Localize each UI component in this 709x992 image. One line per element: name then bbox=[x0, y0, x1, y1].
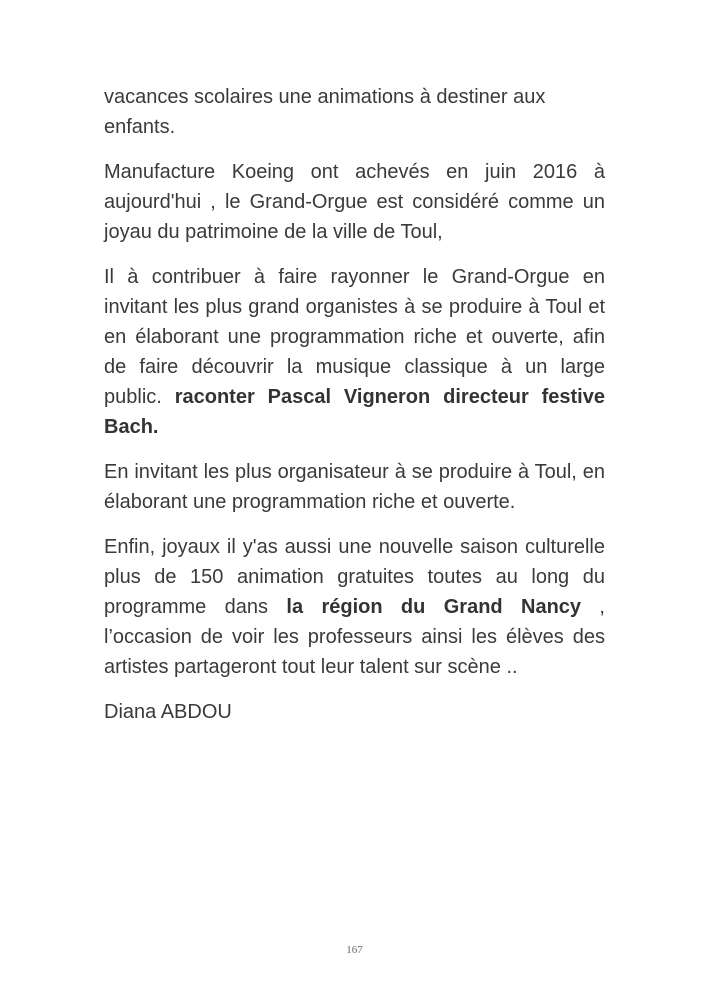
paragraph-grand-orgue-bold: raconter Pascal Vigneron directeur festive Bach. bbox=[104, 386, 605, 438]
paragraph-saison-before: Enfin, joyaux il y'as aussi une nouvelle saison culturelle plus de 150 animation gratuites toutes au long du programme dans bbox=[104, 536, 605, 618]
paragraph-saison-bold: la région du Grand Nancy bbox=[286, 596, 582, 618]
paragraph-saison-after: , l’occasion de voir les professeurs ainsi les élèves des artistes partageront tout leur talent sur scène .. bbox=[104, 596, 605, 678]
paragraph-grand-orgue-text: Il à contribuer à faire rayonner le Grand-Orgue en invitant les plus grand organistes à se produire à Toul et en élaborant une programmation riche et ouverte, afin de faire découvrir la musique classique à un large public. bbox=[104, 266, 605, 408]
paragraph-grand-orgue bbox=[104, 262, 605, 442]
paragraph-invitant: En invitant les plus organisateur à se produire à Toul, en élaborant une programmation riche et ouverte. bbox=[104, 461, 605, 513]
paragraph-vacances: vacances scolaires une animations à destiner aux enfants. bbox=[104, 86, 546, 138]
page-number: 167 bbox=[346, 944, 363, 956]
paragraph-saison bbox=[104, 532, 605, 682]
signature: Diana ABDOU bbox=[104, 701, 232, 723]
page-body bbox=[104, 82, 605, 727]
paragraph-manufacture: Manufacture Koeing ont achevés en juin 2016 à aujourd'hui , le Grand-Orgue est considéré comme un joyau du patrimoine de la ville de Toul, bbox=[104, 161, 605, 243]
